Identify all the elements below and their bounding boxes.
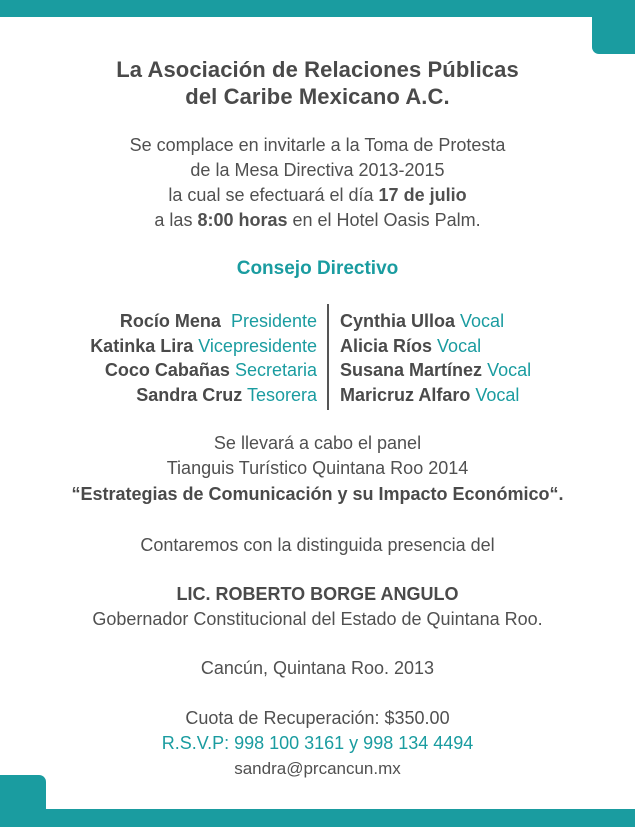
invitation-line-4-prefix: a las xyxy=(154,210,198,230)
member-role: Vicepresidente xyxy=(198,335,317,356)
event-time: 8:00 horas xyxy=(197,210,288,230)
invitation-line-3-text: la cual se efectuará el día xyxy=(168,185,379,205)
invitation-line-4 xyxy=(0,210,635,231)
top-right-corner-tab xyxy=(592,0,635,54)
panel-line-1: Se llevará a cabo el panel xyxy=(213,433,422,453)
board-member xyxy=(90,309,317,334)
member-name: Rocío Mena xyxy=(119,311,221,331)
board-heading: Consejo Directivo xyxy=(236,258,399,279)
member-role: Vocal xyxy=(475,384,520,405)
board-member xyxy=(340,334,531,359)
member-role: Secretaria xyxy=(234,360,317,380)
top-border-bar xyxy=(0,0,635,17)
bottom-left-corner-tab xyxy=(0,775,46,827)
invitation-line-1: Se complace en invitarle a la Toma de Protesta xyxy=(129,135,506,155)
board-left-column xyxy=(90,309,317,407)
board-member xyxy=(340,309,531,334)
event-date: 17 de julio xyxy=(378,185,467,205)
member-name: Sandra Cruz xyxy=(136,384,243,405)
board-column-divider xyxy=(327,304,329,410)
board-right-column xyxy=(340,309,531,407)
guest-title: Gobernador Constitucional del Estado de Quintana Roo. xyxy=(92,609,543,629)
guest-intro: Contaremos con la distinguida presencia del xyxy=(140,535,495,555)
panel-title: “Estrategias de Comunicación y su Impacto Económico“. xyxy=(71,484,564,504)
organization-name-line-1: La Asociación de Relaciones Públicas xyxy=(116,57,519,82)
organization-name-line-2: del Caribe Mexicano A.C. xyxy=(185,84,450,109)
board-member xyxy=(90,358,317,383)
board-member xyxy=(90,334,317,359)
panel-line-2: Tianguis Turístico Quintana Roo 2014 xyxy=(166,458,469,478)
member-name: Cynthia Ulloa xyxy=(340,311,456,331)
invitation-line-2: de la Mesa Directiva 2013-2015 xyxy=(190,160,445,180)
rsvp-phones: R.S.V.P: 998 100 3161 y 998 134 4494 xyxy=(161,733,474,753)
board-member xyxy=(90,383,317,408)
bottom-border-bar xyxy=(0,809,635,827)
member-name: Katinka Lira xyxy=(90,335,194,356)
invitation-line-3 xyxy=(0,185,635,206)
board-member xyxy=(340,383,531,408)
member-role: Vocal xyxy=(460,311,505,331)
member-role: Presidente xyxy=(230,311,317,331)
member-role: Vocal xyxy=(437,335,482,356)
invitation-line-4-suffix: en el Hotel Oasis Palm. xyxy=(287,210,481,230)
member-role: Tesorera xyxy=(246,384,317,405)
member-name: Alicia Ríos xyxy=(340,335,433,356)
recovery-fee: Cuota de Recuperación: $350.00 xyxy=(185,708,450,728)
member-name: Maricruz Alfaro xyxy=(340,384,471,405)
contact-email[interactable]: sandra@prcancun.mx xyxy=(234,759,401,778)
member-name: Coco Cabañas xyxy=(104,360,230,380)
board-member xyxy=(340,358,531,383)
guest-name: LIC. ROBERTO BORGE ANGULO xyxy=(176,584,459,604)
member-name: Susana Martínez xyxy=(340,360,483,380)
member-role: Vocal xyxy=(487,360,532,380)
place-and-date: Cancún, Quintana Roo. 2013 xyxy=(200,658,435,678)
